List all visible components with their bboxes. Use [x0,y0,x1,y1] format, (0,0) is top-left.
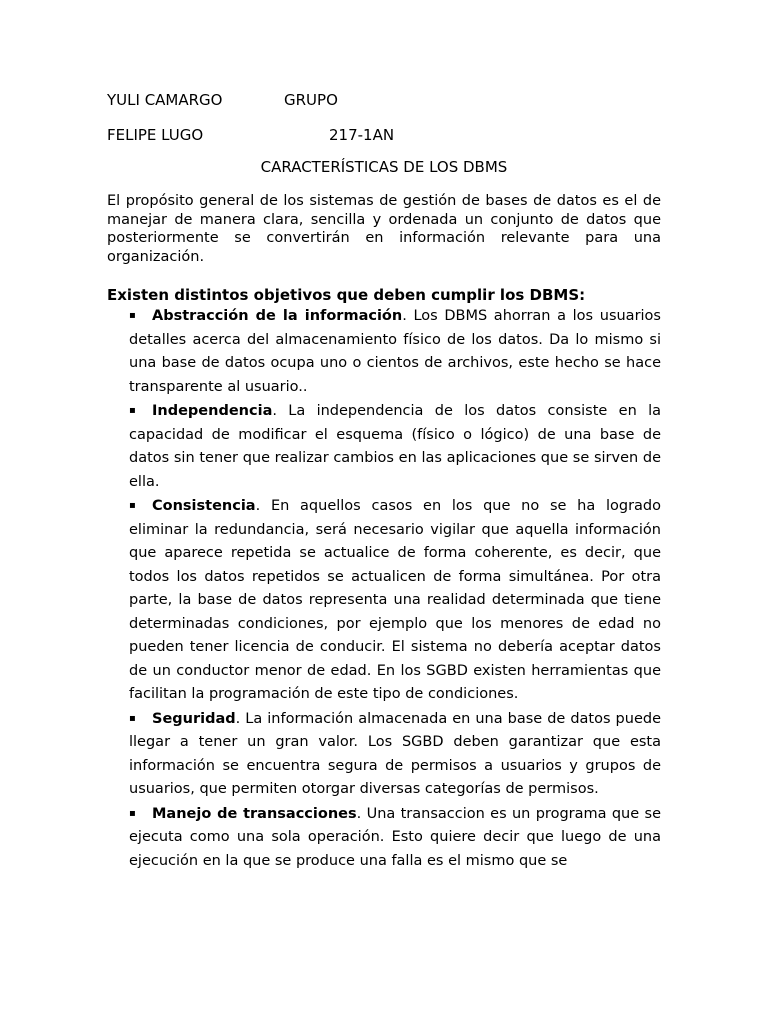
document-title: CARACTERÍSTICAS DE LOS DBMS [260,158,508,176]
item-term: Seguridad [152,710,236,727]
bullet-icon: ▪ [129,807,136,819]
item-text: . La información almacenada en una base de datos puede llegar a tener un gran valor. Los SGBD deben garantizar que esta información se encuentra segura de permisos a usuarios y grupos de usuarios, que permiten otorgar diversas categorías de permisos. [129,710,661,797]
item-text: . En aquellos casos en los que no se ha logrado eliminar la redundancia, será necesario vigilar que aquella información que aparece repetida se actualice de forma coherente, es decir, que todos los datos repetidos se actualicen de forma simultánea. Por otra parte, la base de datos representa una realidad determinada que tiene determinadas condiciones, por ejemplo que los menores de edad no pueden tener licencia de conducir. El sistema no debería aceptar datos de un conductor menor de edad. En los SGBD existen herramientas que facilitan la programación de este tipo de condiciones. [129,498,661,702]
objectives-heading: Existen distintos objetivos que deben cumplir los DBMS: [107,286,586,304]
bullet-icon: ▪ [129,500,136,511]
objectives-list [129,304,661,873]
item-text: . Una transaccion es un programa que se ejecuta como una sola operación. Esto quiere decir que luego de una ejecución en la que se produce una falla es el mismo que se [129,805,661,869]
group-label: GRUPO [284,91,338,109]
item-term: Consistencia [152,498,256,514]
list-item [129,802,661,874]
author-name-1: YULI CAMARGO [107,91,223,109]
item-text: . La independencia de los datos consiste en la capacidad de modificar el esquema (físico o lógico) de una base de datos sin tener que realizar cambios en las aplicaciones que se sirven de ella. [129,403,661,490]
bullet-icon: ▪ [129,712,136,724]
list-item [129,707,661,802]
item-text: . Los DBMS ahorran a los usuarios detalles acerca del almacenamiento físico de los datos. Da lo mismo si una base de datos ocupa uno o cientos de archivos, este hecho se hace transparente al usuario.. [129,308,661,395]
item-term: Manejo de transacciones [152,805,357,822]
group-code: 217-1AN [329,126,395,144]
intro-paragraph: El propósito general de los sistemas de gestión de bases de datos es el de manejar de manera clara, sencilla y ordenada un conjunto de datos que posteriormente se convertirán en información relevante para una organización. [107,193,661,265]
bullet-icon: ▪ [129,405,136,416]
list-item [129,304,661,399]
item-term: Independencia [152,403,273,419]
author-name-2: FELIPE LUGO [107,126,204,144]
bullet-icon: ▪ [129,310,136,321]
list-item [129,399,661,494]
item-term: Abstracción de la información [152,308,403,324]
list-item [129,494,661,707]
